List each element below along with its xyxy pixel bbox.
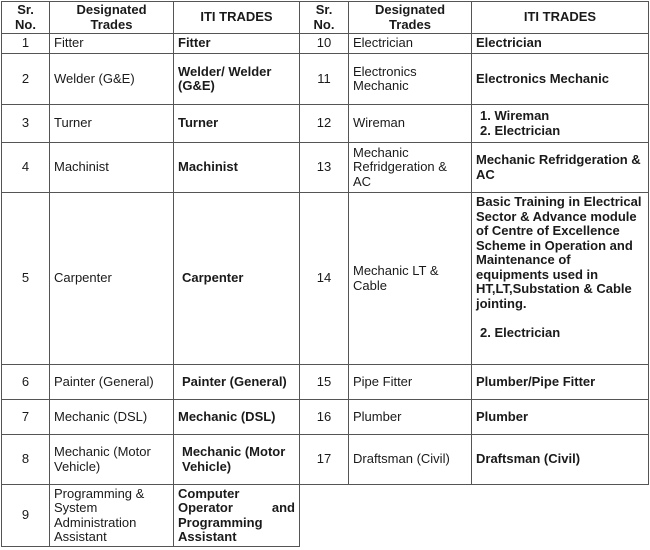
header-iti-left: ITI TRADES: [174, 2, 300, 34]
designated-cell: Mechanic LT & Cable: [349, 193, 472, 365]
iti-cell: Fitter: [174, 34, 300, 54]
designated-cell: Painter (General): [50, 365, 174, 400]
sr-cell: 7: [2, 400, 50, 435]
header-designated-left: Designated Trades: [50, 2, 174, 34]
empty-cell: [472, 485, 649, 547]
iti-list-item: 2. Electrician: [480, 122, 561, 138]
sr-cell: 2: [2, 54, 50, 105]
empty-cell: [300, 485, 349, 547]
iti-training-text: Basic Training in Electrical Sector & Advance module of Centre of Excellence Scheme in Operation and Maintenance of equipments used in HT,LT,Substation & Cable jointing.: [476, 194, 642, 311]
iti-cell: Turner: [174, 105, 300, 143]
sr-cell: 13: [300, 143, 349, 193]
sr-cell: 10: [300, 34, 349, 54]
trades-table: [1, 1, 649, 547]
sr-cell: 16: [300, 400, 349, 435]
iti-cell: [472, 193, 649, 365]
sr-cell: 8: [2, 435, 50, 485]
designated-cell: Mechanic Refridgeration & AC: [349, 143, 472, 193]
iti-list-item: 1. Wireman: [480, 108, 550, 123]
header-sr-right: Sr. No.: [300, 2, 349, 34]
sr-cell: 17: [300, 435, 349, 485]
sr-cell: 12: [300, 105, 349, 143]
table-row: [2, 193, 649, 365]
designated-cell: Pipe Fitter: [349, 365, 472, 400]
iti-cell: Plumber/Pipe Fitter: [472, 365, 649, 400]
designated-cell: Turner: [50, 105, 174, 143]
designated-cell: Draftsman (Civil): [349, 435, 472, 485]
designated-cell: Fitter: [50, 34, 174, 54]
iti-cell: Machinist: [174, 143, 300, 193]
iti-list-item: 2. Electrician: [480, 324, 561, 340]
iti-cell: Plumber: [472, 400, 649, 435]
empty-cell: [349, 485, 472, 547]
designated-cell: Electronics Mechanic: [349, 54, 472, 105]
iti-cell: Painter (General): [174, 365, 300, 400]
sr-cell: 5: [2, 193, 50, 365]
table-row: [2, 105, 649, 143]
designated-cell: Mechanic (DSL): [50, 400, 174, 435]
table-row: [2, 485, 649, 547]
designated-cell: Programming & System Administration Assistant: [50, 485, 174, 547]
sr-cell: 4: [2, 143, 50, 193]
table-row: [2, 365, 649, 400]
iti-cell: Carpenter: [174, 193, 300, 365]
header-row: [2, 2, 649, 34]
sr-cell: 1: [2, 34, 50, 54]
header-sr-left: Sr. No.: [2, 2, 50, 34]
iti-cell: Mechanic Refridgeration & AC: [472, 143, 649, 193]
iti-cell: [472, 105, 649, 143]
designated-cell: Carpenter: [50, 193, 174, 365]
sr-cell: 15: [300, 365, 349, 400]
sr-cell: 3: [2, 105, 50, 143]
designated-cell: Machinist: [50, 143, 174, 193]
designated-cell: Mechanic (Motor Vehicle): [50, 435, 174, 485]
table-row: [2, 400, 649, 435]
designated-cell: Wireman: [349, 105, 472, 143]
sr-cell: 11: [300, 54, 349, 105]
designated-cell: Welder (G&E): [50, 54, 174, 105]
iti-cell: Mechanic (Motor Vehicle): [174, 435, 300, 485]
table-row: [2, 54, 649, 105]
table-row: [2, 34, 649, 54]
designated-cell: Electrician: [349, 34, 472, 54]
sr-cell: 14: [300, 193, 349, 365]
table-row: [2, 435, 649, 485]
header-iti-right: ITI TRADES: [472, 2, 649, 34]
designated-cell: Plumber: [349, 400, 472, 435]
iti-cell: Mechanic (DSL): [174, 400, 300, 435]
iti-cell: Electrician: [472, 34, 649, 54]
sr-cell: 9: [2, 485, 50, 547]
iti-cell: Electronics Mechanic: [472, 54, 649, 105]
sr-cell: 6: [2, 365, 50, 400]
iti-cell: Welder/ Welder (G&E): [174, 54, 300, 105]
table-row: [2, 143, 649, 193]
iti-cell: Draftsman (Civil): [472, 435, 649, 485]
iti-cell: Computer Operator and Programming Assistant: [174, 485, 300, 547]
header-designated-right: Designated Trades: [349, 2, 472, 34]
spacer: [476, 311, 644, 326]
